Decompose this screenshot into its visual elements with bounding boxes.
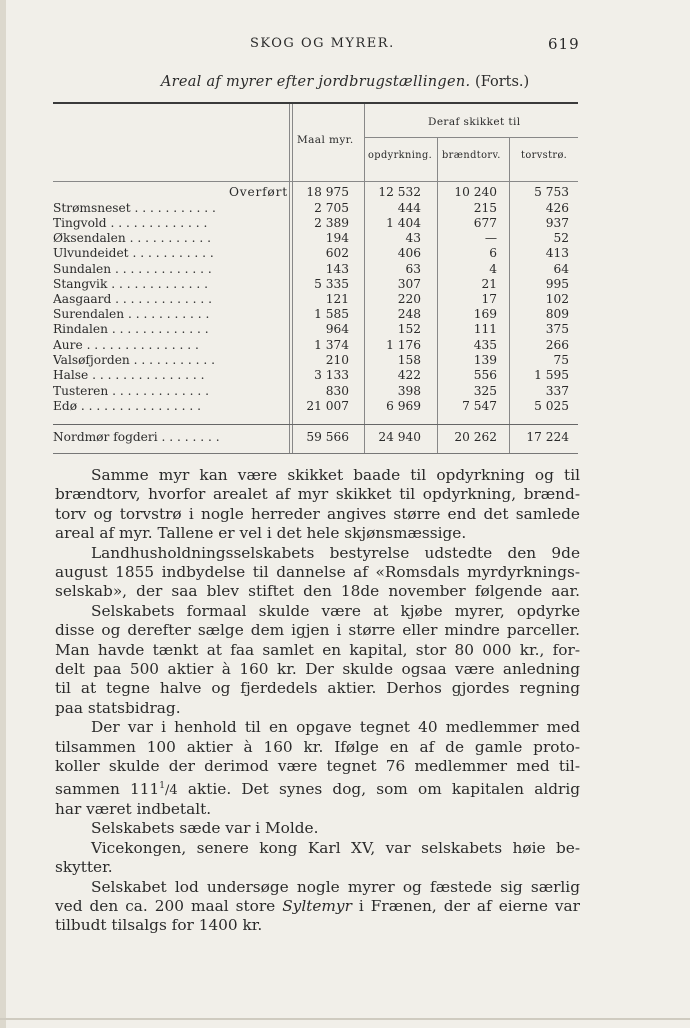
table-cell: 1 176 (386, 338, 421, 352)
row-name: Tusteren . . . . . . . . . . . . . (53, 384, 209, 398)
col-header-maal: Maal myr. (297, 134, 354, 146)
col-header-opdyrkning: opdyrkning. (368, 150, 433, 161)
table-cell: 5 025 (534, 399, 569, 413)
table-row (53, 384, 578, 399)
row-name: Aasgaard . . . . . . . . . . . . . (53, 292, 213, 306)
text-line: koller skulde der derimod være tegnet 76 medlemmer med til- (55, 757, 580, 776)
col-header-torvstro: torvstrø. (521, 150, 568, 161)
text-line: paa statsbidrag. (55, 698, 181, 717)
fraction-denominator: /4 (165, 782, 178, 798)
table-cell: 5 753 (534, 185, 569, 199)
caption-suffix: (Forts.) (475, 74, 530, 90)
text-span: ved den ca. 200 maal store (55, 896, 283, 915)
text-line: Selskabets sæde var i Molde. (91, 819, 319, 838)
text-line: Landhusholdningsselskabets bestyrelse udstedte den 9de (91, 543, 580, 562)
text-line: Man havde tænkt at faa samlet en kapital, stor 80 000 kr., for- (55, 640, 580, 659)
text-line: til at tegne halve og fjerdedels aktier. Derhos gjordes regning (55, 679, 580, 698)
table-cell: 413 (545, 246, 569, 260)
text-line (55, 777, 580, 800)
table-cell: 1 404 (386, 216, 421, 230)
place-name: Syltemyr (282, 896, 352, 915)
text-line: skytter. (55, 858, 113, 877)
table-cell: 444 (397, 201, 421, 215)
row-name: Strømsneset . . . . . . . . . . . (53, 201, 216, 215)
table-row (53, 322, 578, 337)
table-cell: 12 532 (378, 185, 421, 199)
table-cell: 5 335 (314, 277, 349, 291)
table-cell: 17 (481, 292, 497, 306)
table-cell: 152 (397, 322, 421, 336)
text-line (55, 897, 580, 916)
table-row-overfort (53, 185, 578, 200)
overfort-label: Overført (229, 185, 288, 199)
table-cell: 121 (325, 292, 349, 306)
table-cell: 20 262 (454, 430, 497, 444)
text-line: Vicekongen, senere kong Karl XV, var selskabets høie be- (91, 838, 580, 857)
table-cell: 830 (325, 384, 349, 398)
running-title: SKOG OG MYRER. (250, 36, 395, 51)
table-group-rule (364, 137, 578, 138)
table-row (53, 353, 578, 368)
table-cell: 602 (325, 246, 349, 260)
running-header (0, 36, 690, 56)
text-line: tilbudt tilsalgs for 1400 kr. (55, 916, 263, 935)
row-name: Stangvik . . . . . . . . . . . . . (53, 277, 209, 291)
table-cell: 158 (397, 353, 421, 367)
table-cell: 10 240 (454, 185, 497, 199)
page-number: 619 (548, 35, 580, 53)
table-cell: 17 224 (526, 430, 569, 444)
caption-title: Areal af myrer efter jordbrugstællingen. (160, 74, 471, 90)
table-row (53, 262, 578, 277)
table-cell: 406 (397, 246, 421, 260)
table-cell: 2 389 (314, 216, 349, 230)
row-name: Tingvold . . . . . . . . . . . . . (53, 216, 208, 230)
table-cell: 325 (473, 384, 497, 398)
row-name: Nordmør fogderi . . . . . . . . (53, 430, 220, 444)
row-name: Edø . . . . . . . . . . . . . . . . (53, 399, 202, 413)
table-cell: 21 007 (306, 399, 349, 413)
table-cell: 139 (473, 353, 497, 367)
table-cell: 964 (325, 322, 349, 336)
text-line: disse og derefter sælge dem igjen i større eller mindre parceller. (55, 621, 580, 640)
table-cell: 1 374 (314, 338, 349, 352)
row-name: Aure . . . . . . . . . . . . . . . (53, 338, 199, 352)
table-row (53, 231, 578, 246)
table-cell: 426 (545, 201, 569, 215)
table-cell: 75 (553, 353, 569, 367)
row-name: Halse . . . . . . . . . . . . . . . (53, 368, 205, 382)
table-row (53, 399, 578, 414)
page-bottom-edge (0, 1018, 690, 1020)
table-cell: 248 (397, 307, 421, 321)
table-top-rule (53, 102, 578, 104)
table-cell: 2 705 (314, 201, 349, 215)
table-cell: 215 (473, 201, 497, 215)
table-row (53, 246, 578, 261)
table-cell: 435 (473, 338, 497, 352)
table-cell: 102 (545, 292, 569, 306)
col-header-group: Deraf skikket til (428, 116, 521, 128)
row-name: Surendalen . . . . . . . . . . . (53, 307, 210, 321)
table-row (53, 368, 578, 383)
table-cell: 6 (489, 246, 497, 260)
table-cell: 266 (545, 338, 569, 352)
text-line: har været indbetalt. (55, 799, 212, 818)
table-cell: 1 585 (314, 307, 349, 321)
text-line: areal af myr. Tallene er vel i det hele skjønsmæssige. (55, 524, 467, 543)
table-caption (0, 74, 690, 90)
table-row-total (53, 430, 578, 445)
row-name: Valsøfjorden . . . . . . . . . . . (53, 353, 215, 367)
table-cell: 59 566 (306, 430, 349, 444)
table-cell: 3 133 (314, 368, 349, 382)
row-name: Ulvundeidet . . . . . . . . . . . (53, 246, 214, 260)
table-cell: 43 (405, 231, 421, 245)
row-name: Sundalen . . . . . . . . . . . . . (53, 262, 212, 276)
table-bottom-rule (53, 453, 578, 454)
table-cell: 337 (545, 384, 569, 398)
table-cell: 194 (325, 231, 349, 245)
table-header-rule (53, 181, 578, 182)
page-edge (0, 0, 6, 1028)
table-cell: 398 (397, 384, 421, 398)
text-line: Selskabets formaal skulde være at kjøbe myrer, opdyrke (91, 601, 580, 620)
text-line: Selskabet lod undersøge nogle myrer og fæstede sig særlig (91, 877, 580, 896)
table-cell: 995 (545, 277, 569, 291)
col-header-braendtorv: brændtorv. (442, 150, 501, 161)
table-cell: 143 (325, 262, 349, 276)
table-cell: — (484, 231, 497, 245)
text-line: august 1855 indbydelse til dannelse af «Romsdals myrdyrknings- (55, 563, 580, 582)
text-span: i Frænen, der af eierne var (351, 896, 580, 915)
fraction-numerator: 1 (159, 780, 165, 791)
table-row (53, 277, 578, 292)
table-sum-rule (53, 424, 578, 425)
table-cell: 169 (473, 307, 497, 321)
table-cell: 64 (553, 262, 569, 276)
table-cell: 18 975 (306, 185, 349, 199)
table-cell: 210 (325, 353, 349, 367)
table-cell: 220 (397, 292, 421, 306)
table-cell: 375 (545, 322, 569, 336)
table-cell: 4 (489, 262, 497, 276)
table-cell: 422 (397, 368, 421, 382)
table-row (53, 307, 578, 322)
table-cell: 937 (545, 216, 569, 230)
table-row (53, 201, 578, 216)
text-line: tilsammen 100 aktier à 160 kr. Ifølge en af de gamle proto- (55, 737, 580, 756)
table-row (53, 216, 578, 231)
table-cell: 677 (473, 216, 497, 230)
table-cell: 307 (397, 277, 421, 291)
text-line: Der var i henhold til en opgave tegnet 40 medlemmer med (91, 718, 580, 737)
table-cell: 52 (553, 231, 569, 245)
text-line: torv og torvstrø i nogle herreder angives større end det samlede (55, 504, 580, 523)
table-cell: 7 547 (462, 399, 497, 413)
table-row (53, 292, 578, 307)
text-span: sammen 111 (55, 779, 160, 798)
table-cell: 6 969 (386, 399, 421, 413)
text-line: Samme myr kan være skikket baade til opdyrkning og til (91, 466, 580, 484)
table-cell: 111 (473, 322, 497, 336)
text-line: delt paa 500 aktier à 160 kr. Der skulde ogsaa være anledning (55, 660, 580, 679)
table-cell: 21 (481, 277, 497, 291)
table-cell: 24 940 (378, 430, 421, 444)
text-span: aktie. Det synes dog, som om kapitalen aldrig (177, 779, 580, 798)
table-cell: 63 (405, 262, 421, 276)
body-text (55, 466, 580, 936)
text-line: selskab», der saa blev stiftet den 18de november følgende aar. (55, 582, 580, 601)
table-row (53, 338, 578, 353)
row-name: Øksendalen . . . . . . . . . . . (53, 231, 211, 245)
text-line: brændtorv, hvorfor arealet af myr skikket til opdyrkning, brænd- (55, 485, 580, 504)
table-cell: 556 (473, 368, 497, 382)
table-cell: 1 595 (534, 368, 569, 382)
row-name: Rindalen . . . . . . . . . . . . . (53, 322, 209, 336)
table-cell: 809 (545, 307, 569, 321)
